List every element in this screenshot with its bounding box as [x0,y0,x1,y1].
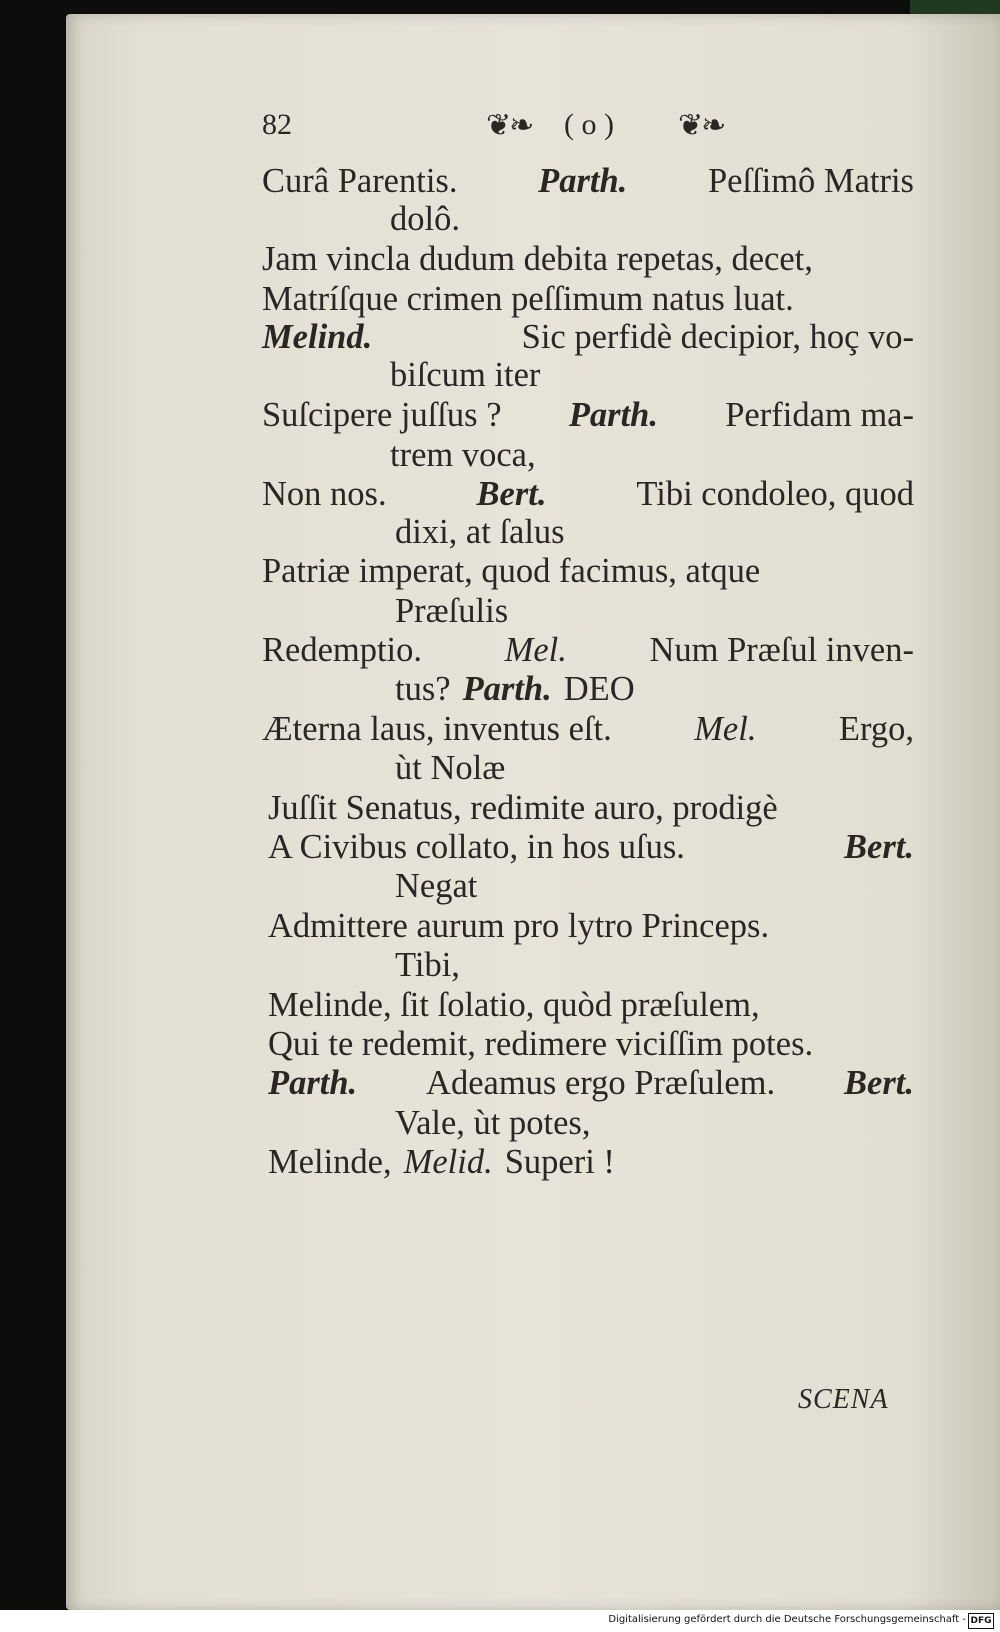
text-line [268,988,914,1023]
text-line [262,398,914,433]
line-text: A Civibus collato, in hos uſus. [268,828,685,866]
line-text: Admittere aurum pro lytro Princeps. [268,907,770,945]
line-text: Patriæ imperat, quod facimus, atque [262,552,761,590]
text-line [268,791,914,826]
speaker-name: Melid. [403,1143,493,1181]
footer-credit: Digitalisierung gefördert durch die Deutsche Forschungsgemeinschaft - [608,1614,966,1625]
catchword: SCENA [798,1384,889,1415]
line-text: tus? [395,670,451,708]
line-text: Præſulis [395,592,509,630]
speaker-name: Melind. [262,318,373,356]
page-number: 82 [262,108,292,141]
text-line [395,869,477,904]
text-line [268,1066,914,1101]
text-line [390,358,540,393]
text-line [395,1106,590,1141]
speaker-name: Parth. [538,162,628,200]
line-text: Negat [395,867,478,905]
text-line [262,164,914,199]
text-line [262,282,794,317]
line-text: Superi ! [504,1143,615,1181]
text-line [268,1027,914,1062]
ornament-right: ❦❧ [678,109,725,142]
text-line [395,515,565,550]
line-text: Tibi condoleo, quod [636,475,914,513]
text-line [262,320,914,355]
line-text: Num Præſul inven- [649,631,914,669]
line-text: dixi, at ſalus [395,513,565,551]
line-text: Ergo, [838,710,914,748]
text-line [262,477,914,512]
line-text: Non nos. [262,475,387,513]
line-text: dolô. [390,200,460,238]
line-text: Melinde, [268,1143,392,1181]
text-line [268,830,914,865]
line-text: Suſcipere juſſus ? [262,396,502,434]
line-text: Vale, ùt potes, [395,1104,591,1142]
text-line [262,712,914,747]
text-line [262,633,914,668]
text-line [395,751,505,786]
speaker-name: Parth. [462,670,552,708]
text-line [268,1145,615,1180]
text-line [268,909,914,944]
line-text: Perfidam ma- [725,396,914,434]
line-text: Redemptio. [262,631,423,669]
line-text: Tibi, [395,946,460,984]
line-text: Peſſimô Matris [707,162,914,200]
speaker-name: Bert. [476,475,547,513]
line-text: Curâ Parentis. [262,162,458,200]
line-text: Jam vincla dudum debita repetas, decet, [262,240,813,278]
speaker-name: Parth. [268,1064,358,1102]
line-text: Matríſque crimen peſſimum natus luat. [262,280,794,318]
speaker-name: Mel. [504,631,567,669]
text-line [262,242,813,277]
speaker-name: Bert. [844,828,914,866]
ornament-center: ( o ) [564,108,614,141]
line-text: Juſſit Senatus, redimite auro, prodigè [268,789,778,827]
text-line [390,438,536,473]
text-line [395,948,460,983]
speaker-name: Bert. [844,1064,914,1102]
line-text: Adeamus ergo Præſulem. [426,1064,776,1102]
line-text: DEO [563,670,635,708]
line-text: trem voca, [390,436,536,474]
text-line [390,202,460,237]
dfg-logo: DFG [968,1613,994,1629]
text-line [262,554,914,589]
line-text: Æterna laus, inventus eſt. [262,710,612,748]
line-text: Melinde, ſit ſolatio, quòd præſulem, [268,986,760,1024]
line-text: Sic perfidè decipior, hoç vo- [521,318,914,356]
ornament-left: ❦❧ [486,109,533,142]
text-line [395,594,508,629]
speaker-name: Parth. [568,396,658,434]
line-text: biſcum iter [390,356,541,394]
speaker-name: Mel. [694,710,757,748]
text-line [395,672,635,707]
line-text: ùt Nolæ [395,749,506,787]
line-text: Qui te redemit, redimere viciſſim potes. [268,1025,814,1063]
